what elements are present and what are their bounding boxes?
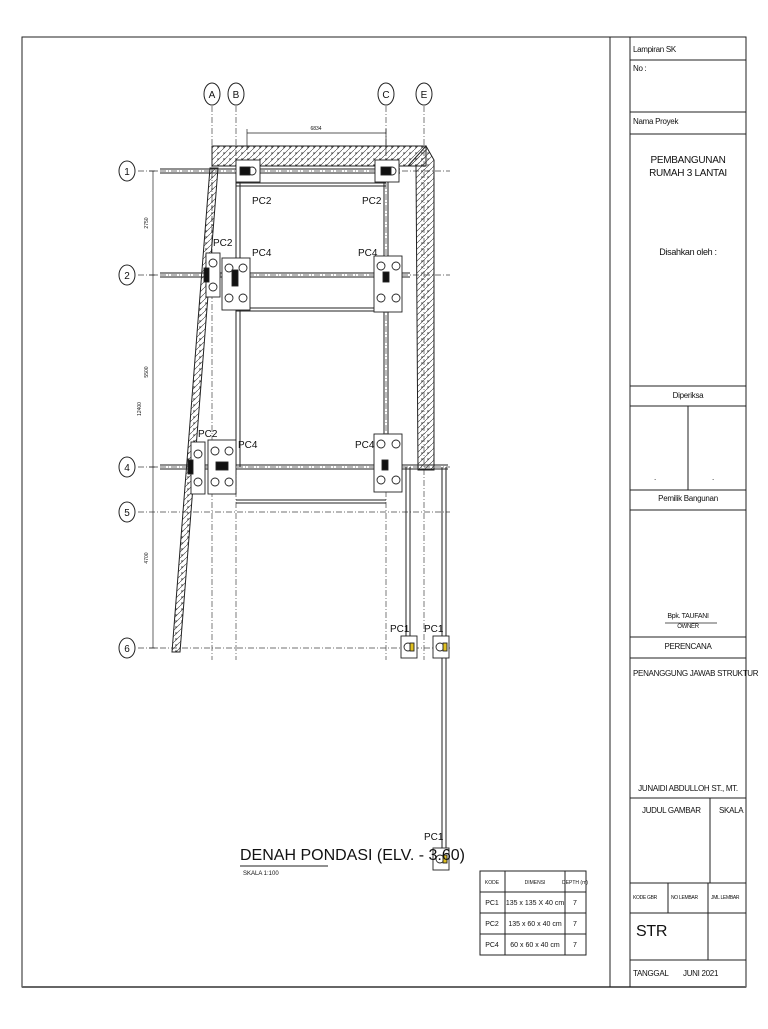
grid-label-4: 4 [124, 463, 130, 474]
tb-project-line1: PEMBANGUNAN [650, 155, 726, 166]
dim-left-3: 4700 [144, 552, 150, 564]
footing-label: PC1 [424, 832, 444, 843]
schedule-cell: PC1 [485, 900, 499, 907]
footing-label: PC2 [213, 238, 233, 249]
tb-perencana: PERENCANA [664, 642, 712, 651]
dim-top: 6834 [310, 126, 322, 132]
schedule-header-depth: DEPTH (m) [562, 880, 588, 886]
grid-label-6: 6 [124, 644, 130, 655]
drawing-scale: SKALA 1:100 [243, 871, 279, 877]
tb-dot-right: . [712, 473, 715, 482]
tb-nama-proyek: Nama Proyek [633, 117, 679, 126]
tb-tanggal-value: JUNI 2021 [683, 969, 719, 978]
tb-owner-name: Bpk. TAUFANI [667, 613, 709, 620]
grid-label-a: A [208, 90, 216, 101]
grid-label-e: E [420, 90, 428, 101]
tb-code: STR [636, 923, 668, 940]
tb-kode-gbr: KODE GBR [633, 895, 657, 901]
grid-label-c: C [382, 90, 390, 101]
schedule-cell: 7 [573, 900, 577, 907]
tb-project-line2: RUMAH 3 LANTAI [649, 168, 727, 179]
tb-diperiksa: Diperiksa [672, 391, 704, 400]
footing-label: PC4 [358, 248, 378, 259]
schedule-cell: PC4 [485, 942, 499, 949]
grid-bubbles-y [119, 161, 135, 658]
dim-left-total: 12400 [137, 402, 143, 416]
footing-label: PC4 [238, 440, 258, 451]
grid-label-b: B [232, 90, 240, 101]
tb-judul: JUDUL GAMBAR [642, 806, 701, 815]
schedule-header-dimensi: DIMENSI [524, 880, 546, 886]
footing-label: PC1 [424, 624, 444, 635]
tb-engineer: JUNAIDI ABDULLOH ST., MT. [638, 784, 738, 793]
tb-lampiran: Lampiran SK [633, 45, 676, 54]
grid-label-1: 1 [124, 167, 130, 178]
footing-label: PC2 [252, 196, 272, 207]
schedule-cell: 60 x 60 x 40 cm [510, 942, 560, 949]
schedule-header-kode: KODE [484, 880, 500, 886]
dim-left-2: 5500 [144, 366, 150, 378]
footing-label: PC1 [390, 624, 410, 635]
drawing-title: DENAH PONDASI (ELV. - 3.60) [240, 847, 465, 864]
schedule-cell: 135 x 135 X 40 cm [505, 900, 565, 907]
schedule-cell: 135 x 60 x 40 cm [508, 921, 562, 928]
schedule-cell: PC2 [485, 921, 499, 928]
tb-skala: SKALA [719, 806, 744, 815]
tb-penanggung: PENANGGUNG JAWAB STRUKTUR [633, 669, 759, 678]
tb-no: No : [633, 64, 647, 73]
footing-label: PC4 [252, 248, 272, 259]
tb-pemilik: Pemilik Bangunan [658, 494, 718, 503]
tb-tanggal: TANGGAL [633, 969, 669, 978]
tb-disahkan: Disahkan oleh : [659, 247, 717, 257]
footing-label: PC2 [362, 196, 382, 207]
tb-owner-role: OWNER [677, 624, 699, 630]
schedule-cell: 7 [573, 942, 577, 949]
schedule-cell: 7 [573, 921, 577, 928]
left-sloped-wall [172, 168, 218, 652]
tb-no-lembar: NO LEMBAR [671, 895, 698, 901]
tb-dot-left: . [654, 473, 657, 482]
title-block-frame [610, 37, 746, 987]
grid-label-5: 5 [124, 508, 130, 519]
footing-label: PC2 [198, 429, 218, 440]
dim-left-1: 2750 [144, 217, 150, 229]
tb-jml-lembar: JML LEMBAR [711, 895, 740, 901]
grid-label-2: 2 [124, 271, 130, 282]
footing-label: PC4 [355, 440, 375, 451]
right-retaining-wall [408, 146, 434, 470]
